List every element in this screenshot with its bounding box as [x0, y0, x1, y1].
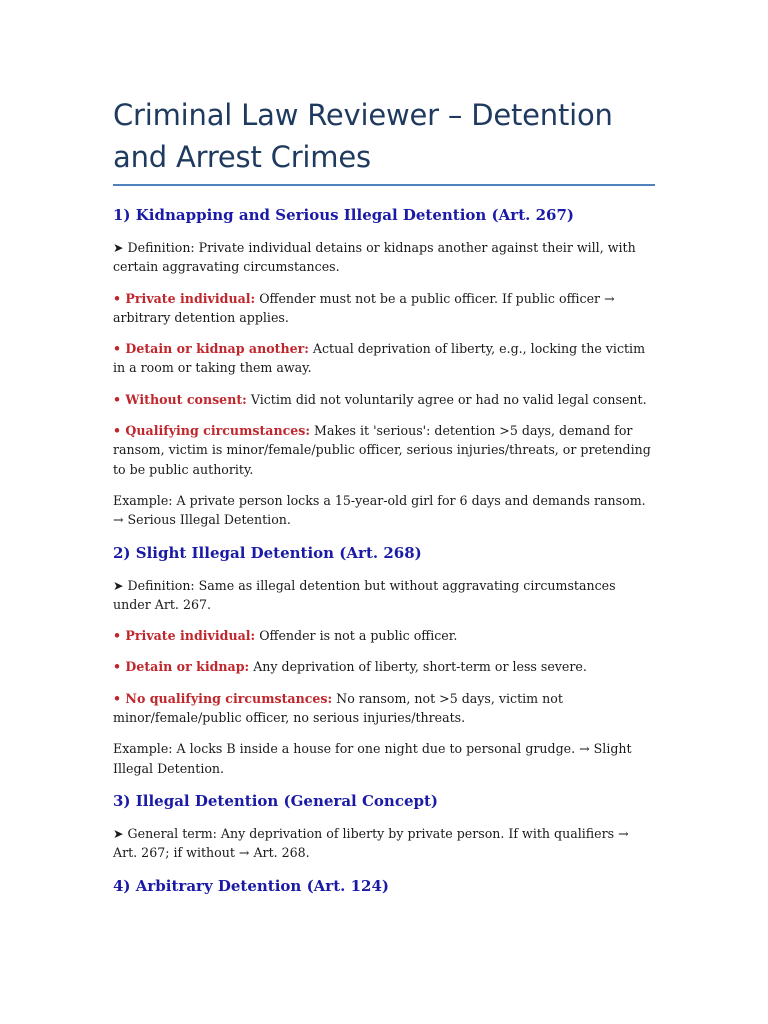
element-text: Actual deprivation of liberty, e.g., locking the victim in a room or taking them away.	[113, 341, 646, 376]
document-title: Criminal Law Reviewer – Detention and Arrest Crimes	[113, 94, 655, 186]
element-key: • No qualifying circumstances:	[113, 690, 333, 706]
section-3	[113, 790, 655, 863]
element-text: No ransom, not >5 days, victim not minor/female/public officer, no serious injuries/threats.	[113, 690, 563, 726]
example-paragraph: Example: A locks B inside a house for one night due to personal grudge. → Slight Illegal Detention.	[113, 741, 632, 776]
element-key: • Without consent:	[113, 391, 247, 407]
definition-paragraph: ➤ Definition: Same as illegal detention but without aggravating circumstances under Art. 267.	[113, 577, 616, 612]
element-paragraph	[113, 626, 655, 645]
element-key: • Qualifying circumstances:	[113, 423, 311, 439]
element-text: Any deprivation of liberty, short-term or less severe.	[249, 659, 587, 675]
element-paragraph	[113, 339, 655, 378]
document-page	[113, 94, 655, 897]
section-heading: 4) Arbitrary Detention (Art. 124)	[113, 876, 389, 895]
element-paragraph	[113, 657, 655, 676]
element-text: Offender is not a public officer.	[255, 628, 458, 644]
section-1	[113, 204, 655, 530]
section-heading: 2) Slight Illegal Detention (Art. 268)	[113, 543, 422, 562]
section-4	[113, 875, 655, 897]
element-text: Makes it 'serious': detention >5 days, demand for ransom, victim is minor/female/public officer, serious injuries/threats, or pretending to be public authority.	[113, 423, 651, 477]
element-key: • Detain or kidnap another:	[113, 341, 309, 357]
element-paragraph	[113, 421, 655, 479]
element-text: Offender must not be a public officer. If public officer → arbitrary detention applies.	[113, 290, 615, 325]
section-heading: 3) Illegal Detention (General Concept)	[113, 791, 439, 810]
element-paragraph	[113, 289, 655, 328]
element-key: • Detain or kidnap:	[113, 659, 250, 675]
section-2	[113, 542, 655, 778]
element-paragraph	[113, 390, 655, 409]
element-key: • Private individual:	[113, 290, 256, 306]
definition-paragraph: ➤ Definition: Private individual detains or kidnaps another against their will, with certain aggravating circumstances.	[113, 240, 636, 275]
example-paragraph: Example: A private person locks a 15-year-old girl for 6 days and demands ransom. → Serious Illegal Detention.	[113, 492, 646, 528]
element-paragraph	[113, 689, 655, 728]
definition-paragraph: ➤ General term: Any deprivation of liberty by private person. If with qualifiers → Art. 267; if without → Art. 268.	[113, 825, 629, 861]
element-text: Victim did not voluntarily agree or had no valid legal consent.	[246, 391, 647, 407]
element-key: • Private individual:	[113, 628, 256, 644]
section-heading: 1) Kidnapping and Serious Illegal Detention (Art. 267)	[113, 206, 574, 224]
